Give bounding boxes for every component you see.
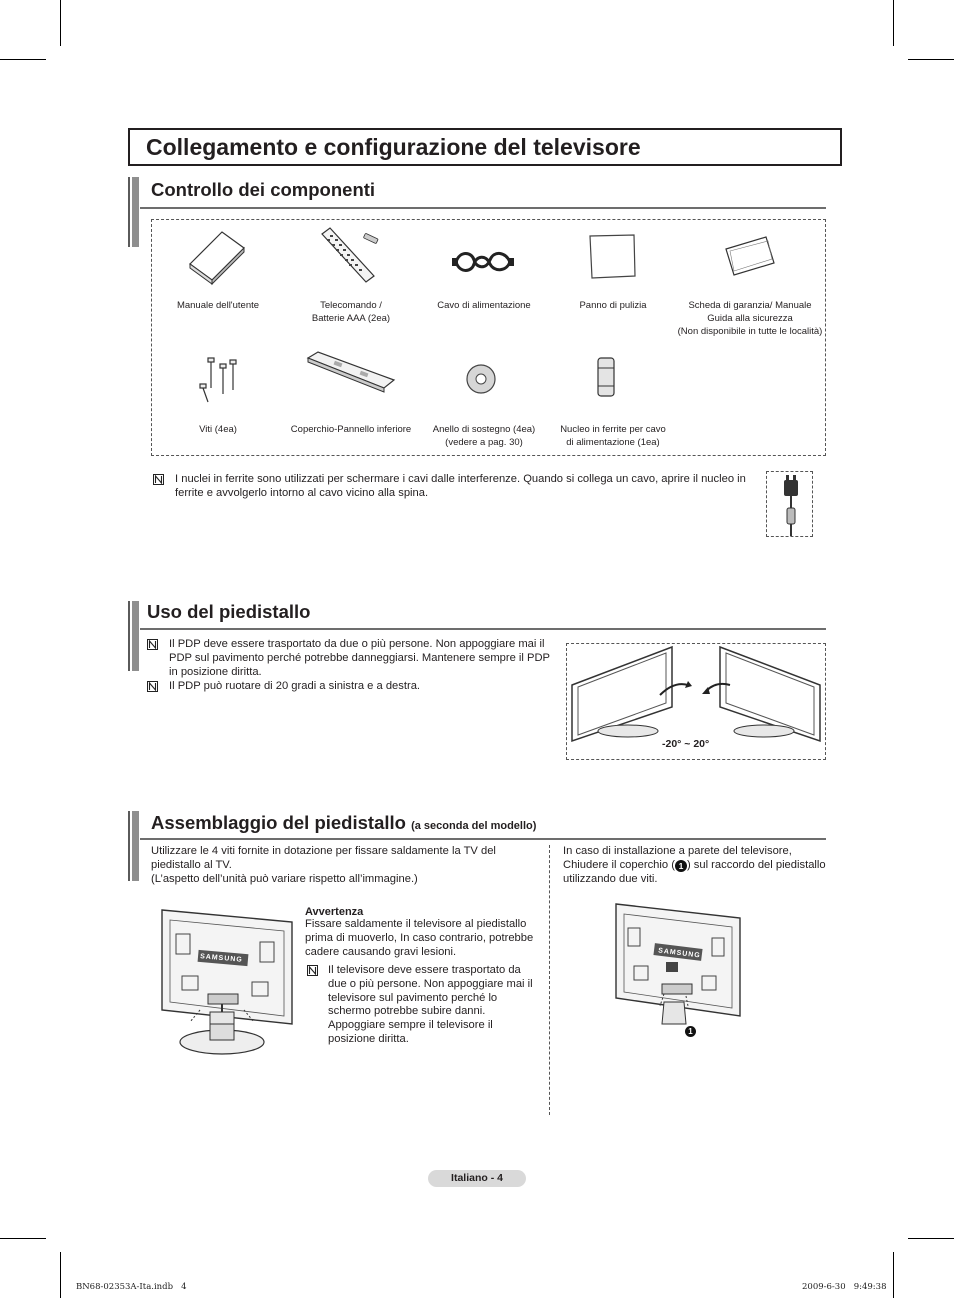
- warranty-card-icon: [724, 235, 776, 277]
- component-caption: Coperchio-Pannello inferiore: [290, 424, 412, 435]
- crop-mark: [60, 0, 61, 46]
- screws-icon: [196, 354, 246, 406]
- crop-mark: [0, 59, 46, 60]
- warning-title: Avvertenza: [305, 906, 364, 918]
- warning-text: Fissare saldamente il televisore al piedistallo prima di muoverlo, In caso contrario, potrebbe cadere causando gravi lesioni.: [305, 918, 534, 958]
- component-caption: Cavo di alimentazione: [437, 300, 531, 311]
- component-caption: Viti (4ea): [199, 424, 237, 435]
- components-note: I nuclei in ferrite sono utilizzati per schermare i cavi dalle interferenze. Quando si collega un cavo, aprire il nucleo in ferrite e avvolgerlo intorno al cavo vicino alla spina.: [175, 473, 746, 499]
- section-marker: [128, 177, 130, 247]
- stand-note-1: Il PDP deve essere trasportato da due o più persone. Non appoggiare mai il PDP sul pavimento perché potrebbe danneggiarsi. Mantenere sempre il PDP in posizione diritta.: [169, 638, 550, 678]
- crop-mark: [908, 59, 954, 60]
- section-title-stand: Uso del piedistallo: [147, 601, 311, 622]
- crop-mark: [0, 1238, 46, 1239]
- component-caption: Manuale dell'utente: [176, 300, 260, 311]
- page-number-label: Italiano - 4: [428, 1170, 526, 1187]
- note-icon: [153, 474, 164, 485]
- crop-mark: [908, 1238, 954, 1239]
- footer-file: BN68-02353A-Ita.indb 4: [76, 1282, 187, 1292]
- section-marker: [128, 601, 130, 671]
- component-caption: Nucleo in ferrite per cavo di alimentazione (1ea): [560, 424, 666, 448]
- tv-back-cover-illustration: [614, 902, 744, 1032]
- stand-note-2: Il PDP può ruotare di 20 gradi a sinistra e a destra.: [169, 680, 421, 692]
- section-marker: [132, 811, 139, 881]
- warning-note: Il televisore deve essere trasportato da due o più persone. Non appoggiare mai il televisore sul pavimento perché lo schermo potrebbe subire danni. Appoggiare sempre il televisore il posizione diritta.: [328, 964, 533, 1045]
- brand-label: SAMSUNG: [199, 953, 244, 964]
- component-caption: Anello di sostegno (4ea) (vedere a pag. 30): [432, 424, 536, 448]
- column-divider: [549, 845, 550, 1115]
- note-icon: [147, 681, 158, 692]
- power-cable-icon: [450, 248, 516, 276]
- note-icon: [147, 639, 158, 650]
- callout-marker-inline: 1: [675, 860, 687, 872]
- bottom-cover-icon: [306, 350, 396, 394]
- section-rule: [140, 838, 826, 840]
- footer-date: 2009-6-30 9:49:38: [802, 1282, 887, 1292]
- note-icon: [307, 965, 318, 976]
- section-marker: [132, 177, 139, 247]
- component-caption: Scheda di garanzia/ Manuale Guida alla sicurezza (Non disponibile in tutte le località): [677, 300, 823, 337]
- assembly-left-text: Utilizzare le 4 viti fornite in dotazione per fissare saldamente la TV del piedistallo al TV. (L’aspetto dell’unità può variare rispetto all’immagine.): [151, 845, 496, 885]
- manual-icon: [186, 228, 248, 286]
- component-caption: Telecomando / Batterie AAA (2ea): [311, 300, 391, 324]
- crop-mark: [60, 1252, 61, 1298]
- section-rule: [140, 207, 826, 209]
- section-marker: [128, 811, 130, 881]
- assembly-right-text: [563, 845, 829, 886]
- section-title-assembly: [151, 812, 536, 834]
- right-text-part-1: In caso di installazione a parete del televisore, Chiudere il coperchio (: [563, 845, 792, 871]
- power-plug-ferrite-icon: [770, 474, 810, 536]
- callout-number: 1: [685, 1026, 696, 1037]
- crop-mark: [893, 0, 894, 46]
- tv-back-stand-illustration: [160, 906, 294, 1066]
- remote-control-icon: [318, 226, 384, 286]
- component-caption: Panno di pulizia: [579, 300, 647, 311]
- section-rule: [140, 628, 826, 630]
- assembly-title-text: Assemblaggio del piedistallo: [151, 812, 406, 833]
- section-marker: [132, 601, 139, 671]
- right-text-part-2: ) sul raccordo del piedistallo utilizzando due viti.: [563, 858, 826, 885]
- crop-mark: [893, 1252, 894, 1298]
- rotation-label: -20° ~ 20°: [662, 738, 710, 750]
- cleaning-cloth-icon: [586, 232, 638, 280]
- assembly-title-suffix: (a seconda del modello): [411, 820, 537, 832]
- ferrite-core-icon: [592, 354, 620, 400]
- holder-ring-icon: [464, 362, 498, 396]
- brand-label: SAMSUNG: [657, 947, 702, 960]
- tv-rotation-illustration: [568, 645, 824, 745]
- section-title-components: Controllo dei componenti: [151, 179, 376, 200]
- page-title: Collegamento e configurazione del televisore: [128, 128, 842, 166]
